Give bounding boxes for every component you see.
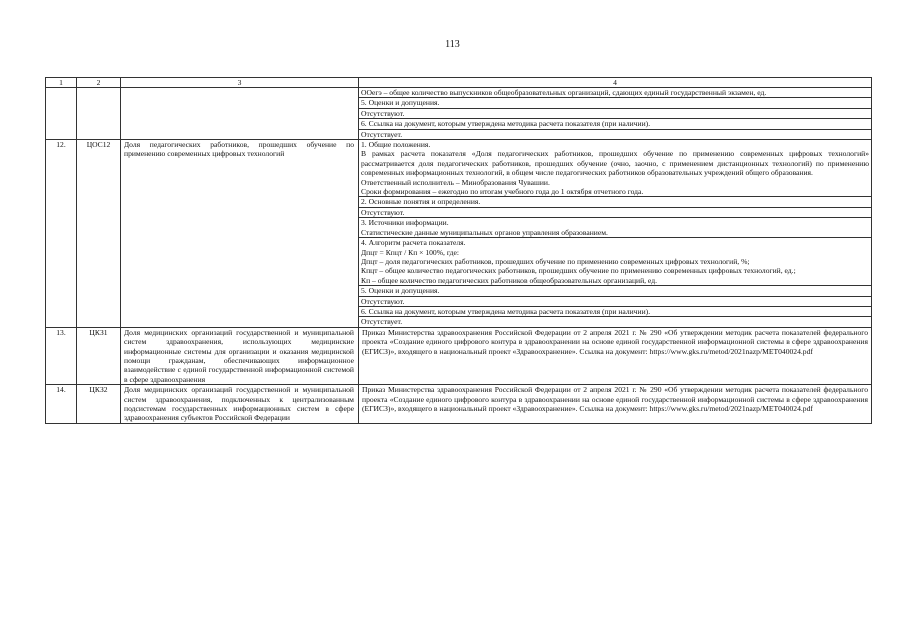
row-number: 12.: [46, 140, 77, 328]
description-line: 5. Оценки и допущения.: [359, 286, 871, 296]
description-text: 1. Общие положения.: [361, 140, 431, 150]
description-line: 5. Оценки и допущения.: [359, 98, 871, 108]
description-line: [359, 140, 871, 197]
row-description: [359, 140, 872, 328]
table-row: [46, 88, 872, 140]
row-code: [77, 88, 121, 140]
description-line: Отсутствует.: [361, 129, 403, 139]
page-number: 113: [445, 39, 460, 50]
row-description: [359, 88, 872, 140]
description-text: Приказ Министерства здравоохранения Российской Федерации от 2 апреля 2021 г. № 290 «Об утверждении методик расчета показателей федерального проекта «Создание единого цифрового контура в здравоохранении на основе единой государственной информационной системы в сфере здравоохранения (ЕГИСЗ)», входящего в национальный проект «Здравоохранение». Ссылка на документ: https://www.gks.ru/metod/2021nazp/MET040024.pdf: [362, 385, 868, 413]
row-description: [359, 385, 872, 424]
description-line: Отсутствуют.: [359, 109, 871, 119]
description-text: Сроки формирования – ежегодно по итогам учебного года до 1 октября отчетного года.: [361, 187, 644, 197]
col-number-4: 4: [359, 78, 872, 88]
row-code: ЦОС12: [77, 140, 121, 328]
description-line: 2. Основные понятия и определения.: [359, 197, 871, 207]
row-name: [121, 88, 359, 140]
description-text: Ответственный исполнитель – Минобразования Чувашии.: [361, 177, 550, 187]
indicators-table: [45, 77, 872, 424]
description-line: Отсутствует.: [361, 317, 403, 327]
description-line: 6. Ссылка на документ, которым утверждена методика расчета показателя (при наличии).: [359, 307, 871, 317]
description-text: Дпцт – доля педагогических работников, прошедших обучение по применению современных цифровых технологий, %;: [361, 256, 750, 266]
description-text: В рамках расчета показателя «Доля педагогических работников, прошедших обучение по применению современных цифровых технологий» рассматривается доля педагогических работников, прошедших обучение (очно, заочно, с применением дистанционных технологий) по применению современных информационных технологий, в общем числе педагогических работников образовательных учреждений общего образования.: [361, 149, 869, 178]
row-number: 14.: [46, 385, 77, 424]
col-number-3: 3: [121, 78, 359, 88]
description-line: Отсутствуют.: [359, 297, 871, 307]
description-line: 6. Ссылка на документ, которым утверждена методика расчета показателя (при наличии).: [359, 119, 871, 129]
description-text: 3. Источники информации.: [361, 218, 449, 228]
row-number: [46, 88, 77, 140]
description-line: ООегэ – общее количество выпускников общеобразовательных организаций, сдающих единый государственный экзамен, ед.: [359, 88, 871, 98]
description-text: Статистические данные муниципальных органов управления образованием.: [361, 227, 608, 237]
row-name: Доля педагогических работников, прошедших обучение по применению современных цифровых технологий: [121, 140, 359, 328]
row-name: Доля медицинских организаций государственной и муниципальной систем здравоохранения, подключенных к централизованным подсистемам государственных информационных систем в сфере здравоохранения субъектов Российской Федерации: [121, 385, 359, 424]
description-text: Кпцт – общее количество педагогических работников, прошедших обучение по применению современных цифровых технологий, ед.;: [361, 266, 796, 276]
description-text: 4. Алгоритм расчета показателя.: [361, 238, 466, 248]
table-row: [46, 327, 872, 384]
col-number-1: 1: [46, 78, 77, 88]
column-number-row: [46, 78, 872, 88]
table-row: [46, 140, 872, 328]
description-text: Кп – общее количество педагогических работников общеобразовательных организаций, ед.: [361, 275, 657, 285]
description-line: [359, 238, 871, 286]
col-number-2: 2: [77, 78, 121, 88]
description-text: Приказ Министерства здравоохранения Российской Федерации от 2 апреля 2021 г. № 290 «Об утверждении методик расчета показателей федерального проекта «Создание единого цифрового контура в здравоохранении на основе единой государственной информационной системы в сфере здравоохранения (ЕГИСЗ)», входящего в национальный проект «Здравоохранение». Ссылка на документ: https://www.gks.ru/metod/2021nazp/MET040024.pdf: [362, 327, 868, 356]
formula: Дпцт = Кпцт / Кп × 100%, где:: [361, 247, 459, 257]
table-row: [46, 385, 872, 424]
row-code: ЦКЗ2: [77, 385, 121, 424]
row-number: 13.: [46, 327, 77, 384]
description-line: [359, 218, 871, 238]
row-description: [359, 327, 872, 384]
row-code: ЦКЗ1: [77, 327, 121, 384]
row-name: Доля медицинских организаций государственной и муниципальной систем здравоохранения, использующих медицинские информационные системы для организации и оказания медицинской помощи гражданам, обеспечивающих информационное взаимодействие с единой государственной информационной системой в сфере здравоохранения: [121, 327, 359, 384]
description-line: Отсутствуют.: [359, 208, 871, 218]
